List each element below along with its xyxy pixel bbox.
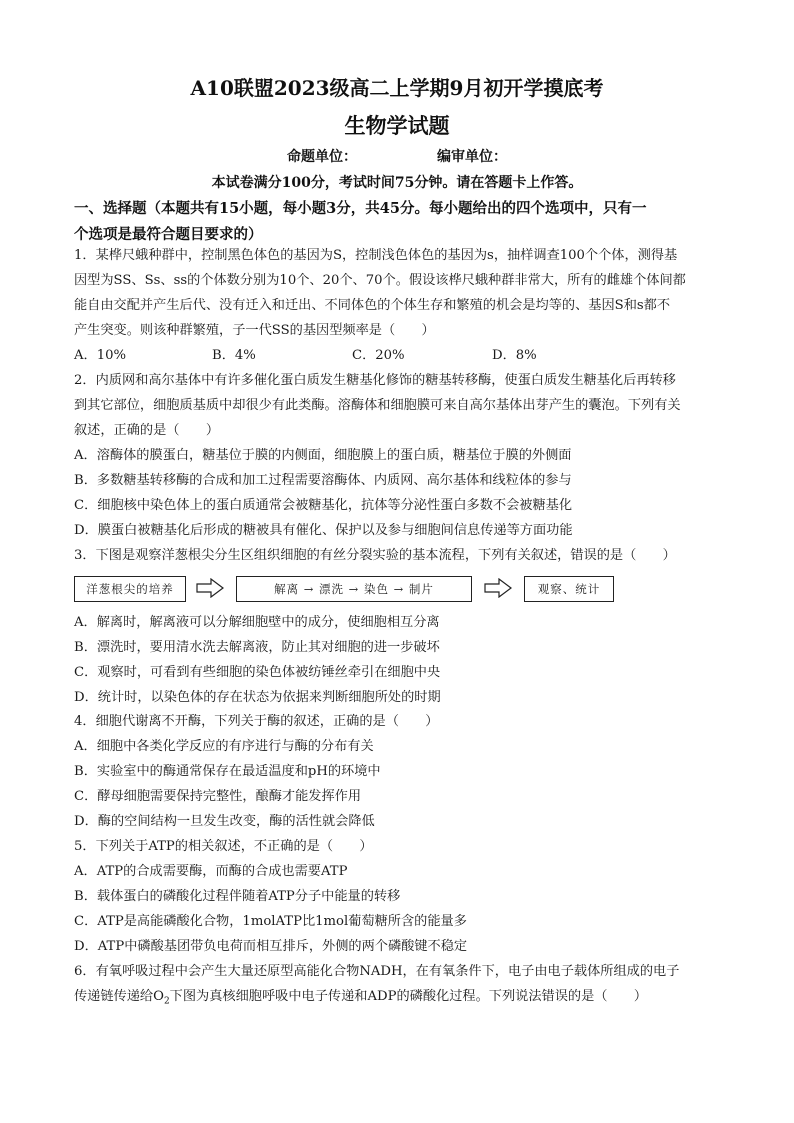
experiment-flowchart: [0, 576, 794, 604]
question-1-line: 因型为SS、Ss、ss的个体数分别为10个、20个、70个。假设该桦尺蛾种群非常大，所有的雌雄个体间都: [74, 273, 686, 288]
question-6-text: 传递链传递给O: [74, 989, 164, 1004]
option-b: B．实验室中的酶通常保存在最适温度和pH的环境中: [74, 764, 381, 779]
flow-arrow-icon: [196, 578, 224, 598]
section-heading: [74, 196, 734, 248]
option-b: B．多数糖基转移酶的合成和加工过程需要溶酶体、内质网、高尔基体和线粒体的参与: [74, 473, 572, 488]
option-b: B．载体蛋白的磷酸化过程伴随着ATP分子中能量的转移: [74, 889, 401, 904]
question-1-line: 产生突变。则该种群繁殖，子一代SS的基因型频率是（ ）: [74, 323, 435, 338]
section-heading-line: 一、选择题（本题共有15小题，每小题3分，共45分。每小题给出的四个选项中，只有一: [74, 200, 647, 217]
question-4-line: 4．细胞代谢离不开酶，下列关于酶的叙述，正确的是（ ）: [74, 714, 439, 729]
option-a: A．解离时，解离液可以分解细胞壁中的成分，使细胞相互分离: [74, 615, 440, 630]
question-3-line: 3．下图是观察洋葱根尖分生区组织细胞的有丝分裂实验的基本流程，下列有关叙述，错误的是（ ）: [74, 548, 676, 563]
option-d: D．膜蛋白被糖基化后形成的糖被具有催化、保护以及参与细胞间信息传递等方面功能: [74, 523, 573, 538]
option-b: B．4%: [212, 348, 256, 363]
option-a: A．10%: [74, 348, 127, 363]
question-6-line: [74, 987, 647, 1012]
unit-line: [0, 146, 794, 166]
question-6-text: 下图为真核细胞呼吸中电子传递和ADP的磷酸化过程。下列说法错误的是（ ）: [169, 989, 648, 1004]
question-6-line: 6．有氧呼吸过程中会产生大量还原型高能化合物NADH，在有氧条件下，电子由电子载体所组成的电子: [74, 964, 680, 979]
option-c: C．ATP是高能磷酸化合物，1molATP比1mol葡萄糖所含的能量多: [74, 914, 467, 929]
option-c: C．细胞核中染色体上的蛋白质通常会被糖基化，抗体等分泌性蛋白多数不会被糖基化: [74, 498, 573, 513]
option-c: C．酵母细胞需要保持完整性，酿酶才能发挥作用: [74, 789, 362, 804]
option-a: A．细胞中各类化学反应的有序进行与酶的分布有关: [74, 739, 374, 754]
option-d: D．统计时，以染色体的存在状态为依据来判断细胞所处的时期: [74, 690, 441, 705]
option-d: D．ATP中磷酸基团带负电荷而相互排斥，外侧的两个磷酸键不稳定: [74, 939, 468, 954]
flow-step-culture: 洋葱根尖的培养: [74, 576, 186, 602]
oxygen-subscript: 2: [163, 996, 170, 1007]
question-2-line: 2．内质网和高尔基体中有许多催化蛋白质发生糖基化修饰的糖基转移酶，使蛋白质发生糖基化后再转移: [74, 373, 676, 388]
option-b: B．漂洗时，要用清水洗去解离液，防止其对细胞的进一步破坏: [74, 640, 440, 655]
option-c: C．观察时，可看到有些细胞的染色体被纺锤丝牵引在细胞中央: [74, 665, 441, 680]
option-a: A．溶酶体的膜蛋白，糖基位于膜的内侧面，细胞膜上的蛋白质，糖基位于膜的外侧面: [74, 448, 572, 463]
author-unit-label: 命题单位：: [287, 149, 357, 165]
question-1-line: 1．某桦尺蛾种群中，控制黑色体色的基因为S，控制浅色体色的基因为s，抽样调查100个个体，测得基: [74, 248, 678, 263]
exam-subject: 生物学试题: [344, 113, 450, 138]
option-d: D．酶的空间结构一旦发生改变，酶的活性就会降低: [74, 814, 375, 829]
question-2-line: 叙述，正确的是（ ）: [74, 423, 220, 438]
exam-title: A10联盟2023级高二上学期9月初开学摸底考: [190, 76, 604, 100]
flow-step-observe: 观察、统计: [524, 576, 614, 602]
option-a: A．ATP的合成需要酶，而酶的合成也需要ATP: [74, 864, 348, 879]
section-heading-line: 个选项是最符合题目要求的）: [74, 226, 263, 243]
option-c: C．20%: [352, 348, 405, 363]
flow-step-preparation: 解离 → 漂洗 → 染色 → 制片: [236, 576, 472, 602]
reviewer-unit-label: 编审单位：: [437, 149, 507, 165]
question-1-line: 能自由交配并产生后代、没有迁入和迁出、不同体色的个体生存和繁殖的机会是均等的、基因S和s都不: [74, 298, 671, 313]
exam-instructions: 本试卷满分100分，考试时间75分钟。请在答题卡上作答。: [211, 175, 583, 191]
question-2-line: 到其它部位，细胞质基质中却很少有此类酶。溶酶体和细胞膜可来自高尔基体出芽产生的囊泡。下列有关: [74, 398, 681, 413]
option-d: D．8%: [492, 348, 537, 363]
question-5-line: 5．下列关于ATP的相关叙述，不正确的是（ ）: [74, 839, 373, 854]
flow-arrow-icon: [484, 578, 512, 598]
